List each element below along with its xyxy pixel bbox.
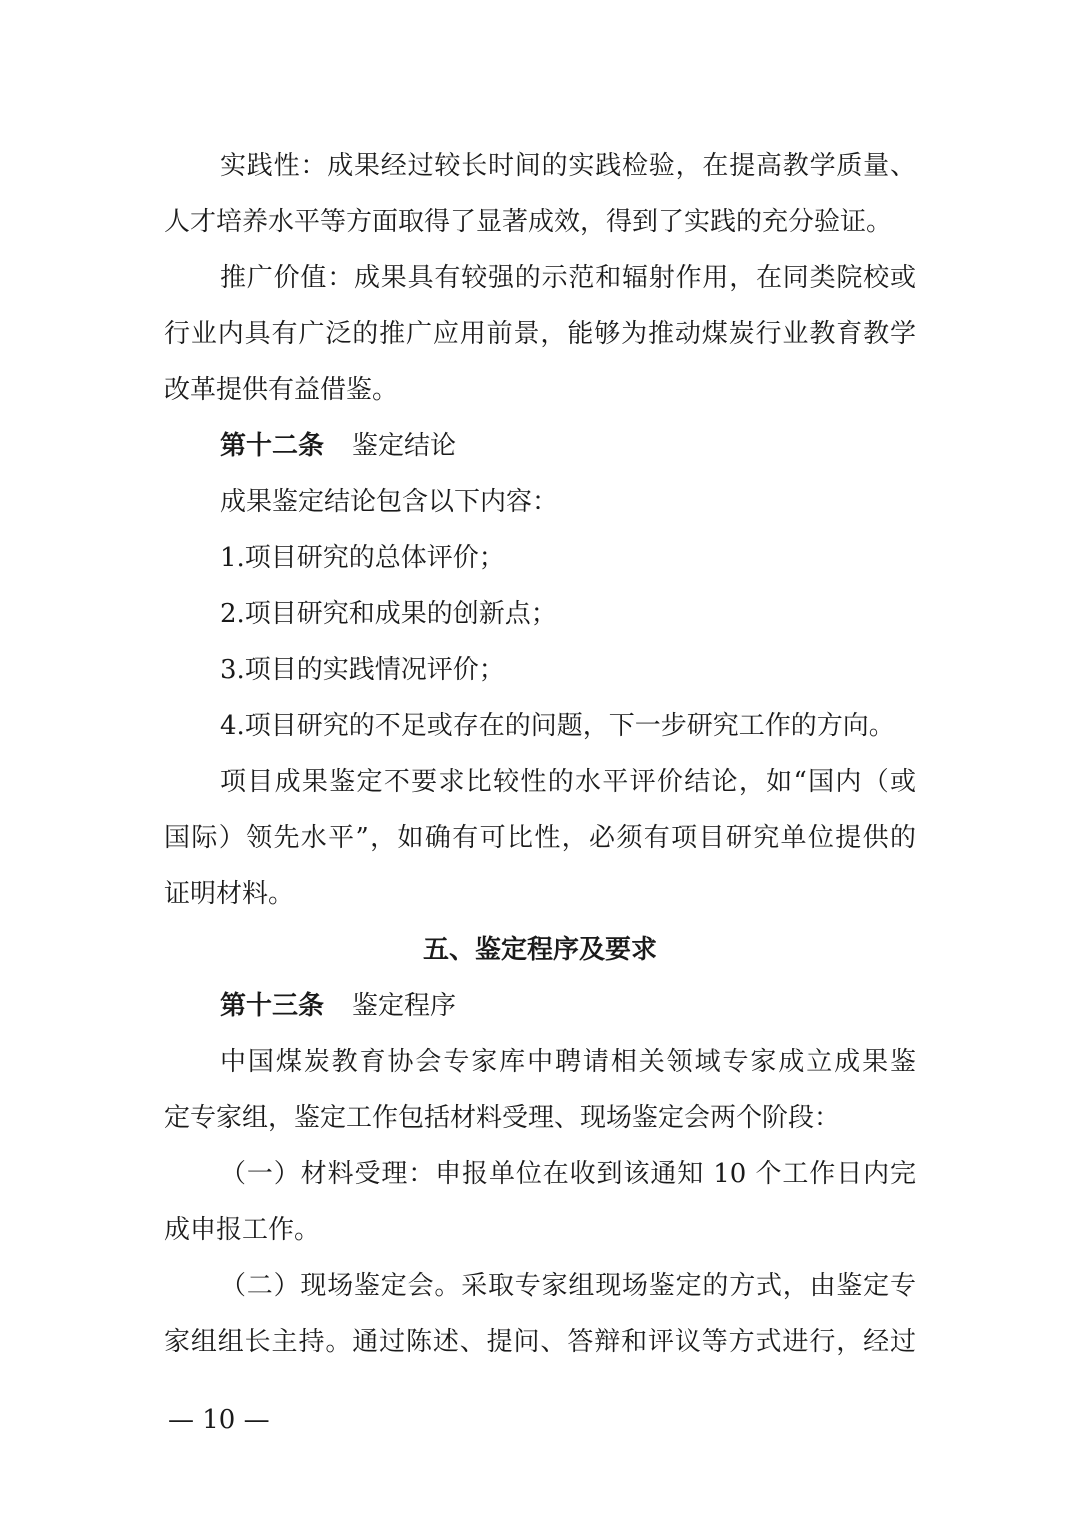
article-12-heading <box>220 428 456 464</box>
article-12-label: 第十二条 <box>220 431 325 461</box>
list-item-4: 4.项目研究的不足或存在的问题，下一步研究工作的方向。 <box>220 711 895 741</box>
paragraph-practicality-line-2: 人才培养水平等方面取得了显著成效，得到了实践的充分验证。 <box>164 207 893 237</box>
section-5-heading: 五、鉴定程序及要求 <box>422 935 657 965</box>
list-item-3: 3.项目的实践情况评价； <box>220 655 505 685</box>
paragraph-practicality-line-1: 实践性：成果经过较长时间的实践检验，在提高教学质量、 <box>220 151 916 181</box>
article-13-label: 第十三条 <box>220 991 325 1021</box>
paragraph-expert-group-line-2: 定专家组，鉴定工作包括材料受理、现场鉴定会两个阶段： <box>164 1103 841 1133</box>
paragraph-material-acceptance-line-1: （一）材料受理：申报单位在收到该通知 10 个工作日内完 <box>220 1159 916 1189</box>
conclusion-intro: 成果鉴定结论包含以下内容： <box>220 487 559 517</box>
paragraph-comparison-line-2: 国际）领先水平”，如确有可比性，必须有项目研究单位提供的 <box>164 823 916 853</box>
article-13-heading <box>220 988 456 1024</box>
page-number: — 10 — <box>168 1405 270 1435</box>
paragraph-promotion-line-2: 行业内具有广泛的推广应用前景，能够为推动煤炭行业教育教学 <box>164 319 916 349</box>
paragraph-promotion-line-1: 推广价值：成果具有较强的示范和辐射作用，在同类院校或 <box>220 263 916 293</box>
article-13-name: 鉴定程序 <box>352 991 457 1021</box>
paragraph-promotion-line-3: 改革提供有益借鉴。 <box>164 375 399 405</box>
paragraph-expert-group-line-1: 中国煤炭教育协会专家库中聘请相关领域专家成立成果鉴 <box>220 1047 916 1077</box>
paragraph-comparison-line-3: 证明材料。 <box>164 879 295 909</box>
paragraph-comparison-line-1: 项目成果鉴定不要求比较性的水平评价结论，如“国内（或 <box>220 767 916 797</box>
paragraph-onsite-meeting-line-2: 家组组长主持。通过陈述、提问、答辩和评议等方式进行，经过 <box>164 1327 916 1357</box>
article-12-name: 鉴定结论 <box>352 431 457 461</box>
paragraph-onsite-meeting-line-1: （二）现场鉴定会。采取专家组现场鉴定的方式，由鉴定专 <box>220 1271 916 1301</box>
paragraph-material-acceptance-line-2: 成申报工作。 <box>164 1215 321 1245</box>
list-item-1: 1.项目研究的总体评价； <box>220 543 505 573</box>
list-item-2: 2.项目研究和成果的创新点； <box>220 599 557 629</box>
